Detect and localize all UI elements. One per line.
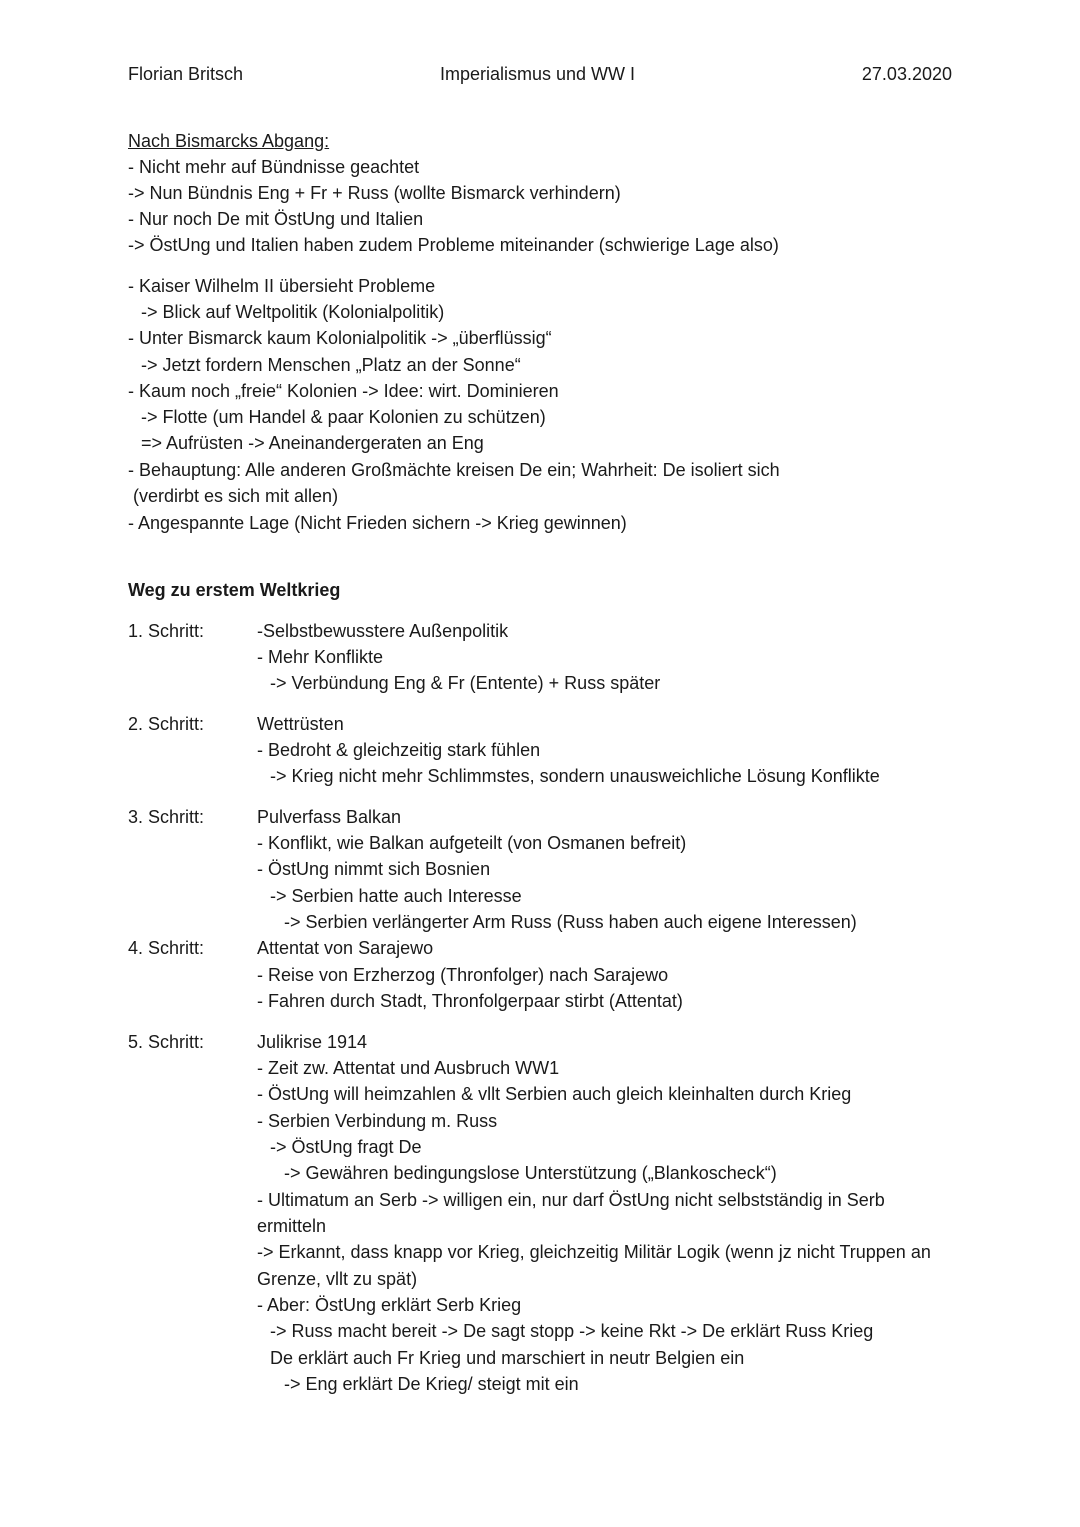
section-heading-bismarck: Nach Bismarcks Abgang: — [128, 131, 330, 151]
step-label: 4. Schritt: — [128, 938, 205, 958]
step-line: -> Russ macht bereit -> De sagt stopp -> keine Rkt -> De erklärt Russ Krieg — [270, 1321, 874, 1341]
text-line: -> Blick auf Weltpolitik (Kolonialpolitik) — [141, 302, 445, 322]
step-line: -Selbstbewusstere Außenpolitik — [257, 621, 509, 641]
author-name: Florian Britsch — [128, 64, 244, 84]
text-line: -> Nun Bündnis Eng + Fr + Russ (wollte Bismarck verhindern) — [128, 183, 621, 203]
step-line: - Mehr Konflikte — [257, 647, 384, 667]
text-line: -> Flotte (um Handel & paar Kolonien zu schützen) — [141, 407, 546, 427]
step-line: Grenze, vllt zu spät) — [257, 1269, 418, 1289]
text-line: - Kaiser Wilhelm II übersieht Probleme — [128, 276, 436, 296]
step-line: - Reise von Erzherzog (Thronfolger) nach Sarajewo — [257, 965, 669, 985]
step-label: 1. Schritt: — [128, 621, 205, 641]
step-line: - Bedroht & gleichzeitig stark fühlen — [257, 740, 541, 760]
step-line: -> ÖstUng fragt De — [270, 1137, 422, 1157]
text-line: - Behauptung: Alle anderen Großmächte kreisen De ein; Wahrheit: De isoliert sich — [128, 460, 780, 480]
step-line: - Konflikt, wie Balkan aufgeteilt (von Osmanen befreit) — [257, 833, 687, 853]
step-line: - Ultimatum an Serb -> willigen ein, nur darf ÖstUng nicht selbstständig in Serb — [257, 1190, 885, 1210]
step-line: -> Serbien verlängerter Arm Russ (Russ haben auch eigene Interessen) — [284, 912, 857, 932]
step-line: Wettrüsten — [257, 714, 344, 734]
section-heading-weltkrieg: Weg zu erstem Weltkrieg — [128, 580, 341, 600]
text-line: - Nur noch De mit ÖstUng und Italien — [128, 209, 424, 229]
text-line: -> Jetzt fordern Menschen „Platz an der Sonne“ — [141, 355, 521, 375]
text-line: - Nicht mehr auf Bündnisse geachtet — [128, 157, 420, 177]
step-line: -> Krieg nicht mehr Schlimmstes, sondern unausweichliche Lösung Konflikte — [270, 766, 880, 786]
step-line: Julikrise 1914 — [257, 1032, 368, 1052]
step-line: -> Serbien hatte auch Interesse — [270, 886, 522, 906]
text-line: => Aufrüsten -> Aneinandergeraten an Eng — [141, 433, 484, 453]
step-line: - Serbien Verbindung m. Russ — [257, 1111, 498, 1131]
step-label: 2. Schritt: — [128, 714, 205, 734]
step-line: -> Erkannt, dass knapp vor Krieg, gleichzeitig Militär Logik (wenn jz nicht Truppen an — [257, 1242, 931, 1262]
document-date: 27.03.2020 — [861, 64, 952, 84]
step-line: Attentat von Sarajewo — [257, 938, 434, 958]
step-line: -> Eng erklärt De Krieg/ steigt mit ein — [284, 1374, 579, 1394]
step-line: -> Gewähren bedingungslose Unterstützung („Blankoscheck“) — [284, 1163, 777, 1183]
text-line: - Unter Bismarck kaum Kolonialpolitik -> „überflüssig“ — [128, 328, 552, 348]
step-label: 3. Schritt: — [128, 807, 205, 827]
text-line: (verdirbt es sich mit allen) — [133, 486, 339, 506]
step-line: -> Verbündung Eng & Fr (Entente) + Russ später — [270, 673, 661, 693]
step-line: - Aber: ÖstUng erklärt Serb Krieg — [257, 1295, 522, 1315]
step-line: - Fahren durch Stadt, Thronfolgerpaar stirbt (Attentat) — [257, 991, 683, 1011]
page-header — [128, 64, 952, 90]
text-line: - Angespannte Lage (Nicht Frieden sichern -> Krieg gewinnen) — [128, 513, 627, 533]
step-line: - ÖstUng nimmt sich Bosnien — [257, 859, 491, 879]
step-line: De erklärt auch Fr Krieg und marschiert in neutr Belgien ein — [270, 1348, 745, 1368]
step-line: Pulverfass Balkan — [257, 807, 402, 827]
text-line: -> ÖstUng und Italien haben zudem Probleme miteinander (schwierige Lage also) — [128, 235, 779, 255]
document-title: Imperialismus und WW I — [440, 64, 636, 84]
step-line: - Zeit zw. Attentat und Ausbruch WW1 — [257, 1058, 560, 1078]
step-line: - ÖstUng will heimzahlen & vllt Serbien auch gleich kleinhalten durch Krieg — [257, 1084, 852, 1104]
text-line: - Kaum noch „freie“ Kolonien -> Idee: wirt. Dominieren — [128, 381, 559, 401]
step-line: ermitteln — [257, 1216, 327, 1236]
step-label: 5. Schritt: — [128, 1032, 205, 1052]
